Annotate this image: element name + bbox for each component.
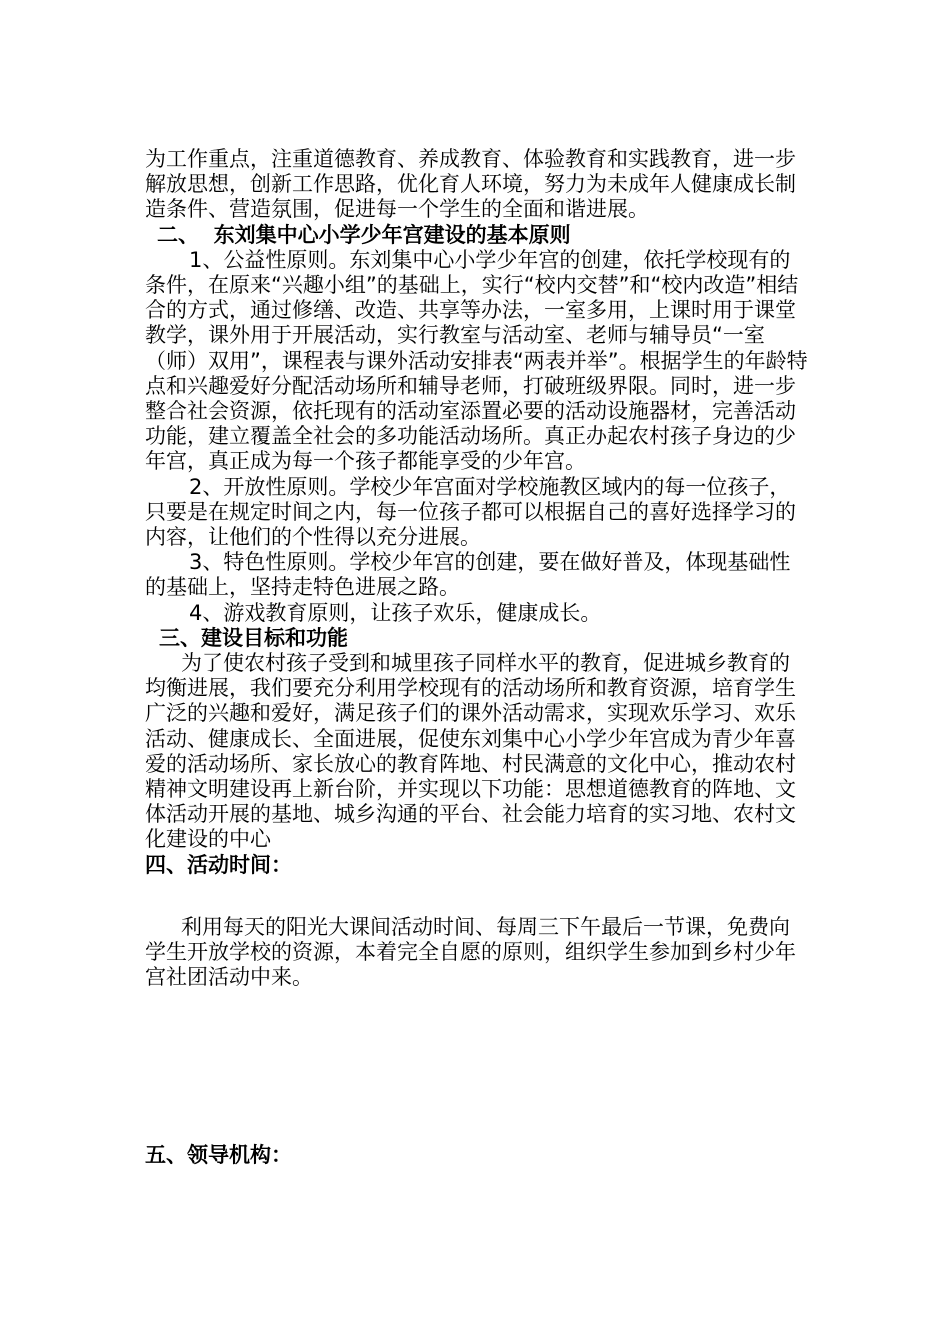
section-3-body: 为了使农村孩子受到和城里孩子同样水平的教育，促进城乡教育的均衡进展，我们要充分利用学校现有的活动场所和教育资源，培育学生广泛的兴趣和爱好，满足孩子们的课外活动需求，实现欢乐学习、欢乐活动、健康成长、全面进展，促使东刘集中心小学少年宫成为青少年喜爱的活动场所、家长放心的教育阵地、村民满意的文化中心，推动农村精神文明建设再上新台阶，并实现以下功能：思想道德教育的阵地、文体活动开展的基地、城乡沟通的平台、社会能力培育的实习地、农村文化建设的中心 <box>145 651 796 852</box>
section-4-heading: 四、活动时间： <box>145 852 292 877</box>
section-2-item-2: 2、开放性原则。学校少年宫面对学校施教区域内的每一位孩子，只要是在规定时间之内，每一位孩子都可以根据自己的喜好选择学习的内容，让他们的个性得以充分进展。 <box>145 474 796 550</box>
intro-paragraph: 为工作重点，注重道德教育、养成教育、体验教育和实践教育，进一步解放思想，创新工作思路，优化育人环境，努力为未成年人健康成长制造条件、营造氛围，促进每一个学生的全面和谐进展。 <box>145 147 796 222</box>
section-2-heading: 二、 东刘集中心小学少年宫建设的基本原则 <box>157 222 571 247</box>
document-body <box>145 147 810 1168</box>
section-3-heading: 三、建设目标和功能 <box>159 625 348 650</box>
section-2-item-1: 1、公益性原则。东刘集中心小学少年宫的创建，依托学校现有的条件，在原来“兴趣小组”的基础上，实行“校内交替”和“校内改造”相结合的方式，通过修缮、改造、共享等办法，一室多用，上课时用于课堂教学，课外用于开展活动，实行教室与活动室、老师与辅导员“一室（师）双用”，课程表与课外活动安排表“两表并举”。根据学生的年龄特点和兴趣爱好分配活动场所和辅导老师，打破班级界限。同时，进一步整合社会资源，依托现有的活动室添置必要的活动设施器材，完善活动功能，建立覆盖全社会的多功能活动场所。真正办起农村孩子身边的少年宫，真正成为每一个孩子都能享受的少年宫。 <box>145 247 808 474</box>
spacer <box>145 991 810 1143</box>
section-2-item-4: 4、游戏教育原则，让孩子欢乐，健康成长。 <box>189 600 602 625</box>
section-4-body: 利用每天的阳光大课间活动时间、每周三下午最后一节课，免费向学生开放学校的资源，本着完全自愿的原则，组织学生参加到乡村少年宫社团活动中来。 <box>145 914 796 990</box>
section-2-item-3: 3、特色性原则。学校少年宫的创建，要在做好普及，体现基础性的基础上，坚持走特色进展之路。 <box>145 550 791 600</box>
section-5-heading: 五、领导机构： <box>145 1142 292 1167</box>
spacer <box>145 878 810 915</box>
